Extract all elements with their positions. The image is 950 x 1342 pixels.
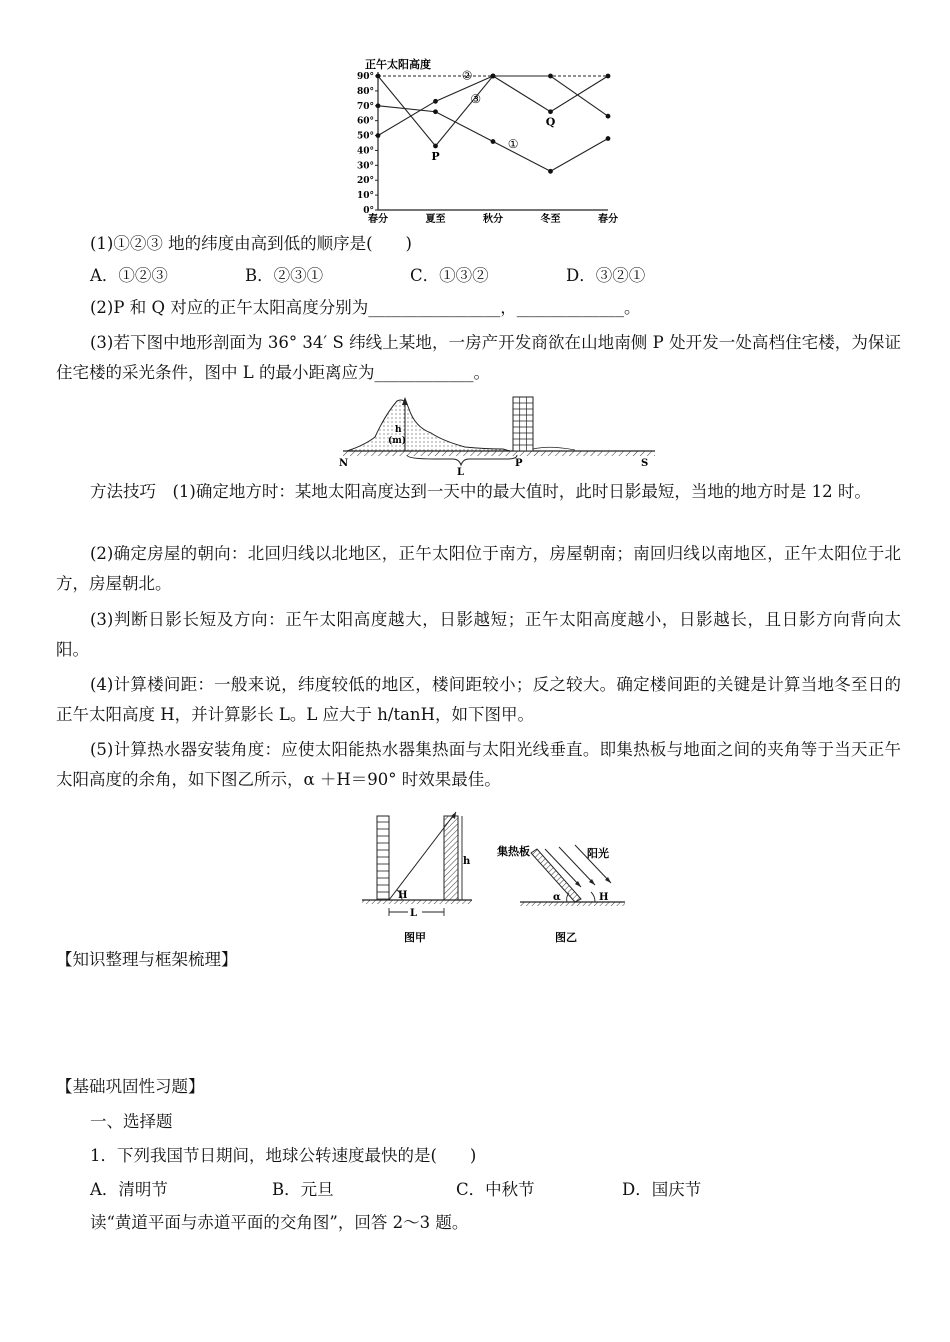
section-exercises: 【基础巩固性习题】 [56, 1077, 205, 1096]
q3-text: (3)若下图中地形剖面为 36° 34′ S 纬线上某地，一房产开发商欲在山地南侧 P 处开发一处高档住宅楼，为保证住宅楼的采光条件，图中 L 的最小距离应为____________。 [56, 333, 901, 382]
x-tick-label: 夏至 [425, 214, 446, 225]
profile-n-label: N [339, 458, 349, 469]
x-tick-label: 春分 [598, 214, 618, 225]
read-instruction: 读“黄道平面与赤道平面的交角图”，回答 2～3 题。 [90, 1213, 469, 1232]
yi-caption: 图乙 [555, 931, 577, 944]
terrain-profile-figure [335, 393, 665, 475]
mc1-option-b: B．元旦 [272, 1180, 334, 1199]
distance-brace [407, 455, 517, 465]
y-tick-label: 70° [356, 101, 374, 112]
yi-alpha-label: α [553, 892, 561, 903]
building-left [377, 816, 389, 900]
y-tick-label: 0° [363, 206, 374, 216]
y-tick-label: 50° [356, 131, 374, 142]
profile-h-label: h [395, 425, 402, 435]
series-point [548, 169, 553, 174]
series-point [433, 109, 438, 114]
method-5: (5)计算热水器安装角度：应使太阳能热水器集热面与太阳光线垂直。即集热板与地面之间的夹角等于当天正午太阳高度的余角，如下图乙所示，α ＋H＝90° 时效果最佳。 [56, 740, 901, 789]
figure-yi [495, 835, 630, 948]
series-point [491, 139, 496, 144]
y-tick-label: 80° [356, 86, 374, 97]
method-1: 方法技巧 (1)确定地方时：某地太阳高度达到一天中的最大值时，此时日影最短，当地的地方时是 12 时。 [90, 482, 871, 501]
series-point [376, 74, 381, 79]
y-tick-label: 40° [356, 146, 374, 157]
series-point [606, 136, 611, 141]
series-point [376, 133, 381, 138]
sun-altitude-chart [350, 52, 640, 232]
series-point [548, 109, 553, 114]
series-point [606, 74, 611, 79]
series-point [548, 74, 553, 79]
point-annotation: P [431, 149, 440, 163]
y-tick-label: 20° [356, 176, 374, 187]
profile-m-label: (m) [388, 436, 407, 446]
mc1-option-c: C．中秋节 [456, 1180, 535, 1199]
chart-title: 正午太阳高度 [365, 58, 431, 71]
series-label: ③ [470, 91, 482, 106]
q1-option-b: B．②③① [245, 266, 324, 285]
series-point [606, 114, 611, 119]
part-choice: 一、选择题 [90, 1112, 173, 1131]
mc1-option-a: A．清明节 [90, 1180, 168, 1199]
yi-sun-label: 阳光 [587, 847, 609, 860]
jia-angle-label: H [398, 890, 408, 901]
figure-jia [360, 808, 475, 948]
building-right [444, 816, 458, 900]
residential-building [513, 397, 533, 451]
y-tick-label: 90° [356, 72, 374, 82]
mc1-option-d: D．国庆节 [622, 1180, 702, 1199]
jia-caption: 图甲 [404, 931, 426, 944]
point-annotation: Q [545, 115, 556, 129]
q1-option-c: C．①③② [410, 266, 489, 285]
series-line [378, 76, 608, 146]
method-4: (4)计算楼间距：一般来说，纬度较低的地区，楼间距较小；反之较大。确定楼间距的关键是计算当地冬至日的正午太阳高度 H，并计算影长 L。L 应大于 h/tanH，如下图甲。 [56, 675, 901, 724]
mountain-shape [347, 400, 510, 451]
profile-l-label: L [457, 467, 465, 475]
y-tick-label: 60° [356, 116, 374, 127]
series-point [433, 99, 438, 104]
x-tick-label: 冬至 [540, 214, 561, 225]
mc1-stem: 1．下列我国节日期间，地球公转速度最快的是( ) [90, 1146, 477, 1165]
jia-distance-label: L [410, 908, 418, 919]
yi-panel-label: 集热板 [497, 845, 530, 858]
series-label: ② [461, 68, 473, 83]
series-point [433, 144, 438, 149]
y-tick-label: 30° [356, 161, 374, 172]
q1-option-d: D．③②① [566, 266, 646, 285]
q1-stem: (1)①②③ 地的纬度由高到低的顺序是( ) [90, 234, 412, 253]
method-3: (3)判断日影长短及方向：正午太阳高度越大，日影越短；正午太阳高度越小，日影越长，且日影方向背向太阳。 [56, 610, 901, 659]
profile-s-label: S [641, 458, 649, 469]
y-tick-label: 10° [356, 191, 374, 202]
series-point [376, 103, 381, 108]
section-knowledge: 【知识整理与框架梳理】 [56, 950, 238, 969]
jia-height-label: h [463, 856, 471, 867]
x-tick-label: 秋分 [483, 214, 503, 225]
profile-p-label: P [515, 458, 523, 469]
series-point [491, 74, 496, 79]
yi-angle-label: H [599, 892, 609, 903]
x-tick-label: 春分 [368, 214, 388, 225]
q2-text: (2)P 和 Q 对应的正午太阳高度分别为________________，_____________。 [90, 298, 641, 317]
series-label: ① [507, 136, 519, 151]
q1-option-a: A．①②③ [90, 266, 168, 285]
method-2: (2)确定房屋的朝向：北回归线以北地区，正午太阳位于南方，房屋朝南；南回归线以南地区，正午太阳位于北方，房屋朝北。 [56, 544, 901, 593]
series-line [378, 76, 608, 136]
